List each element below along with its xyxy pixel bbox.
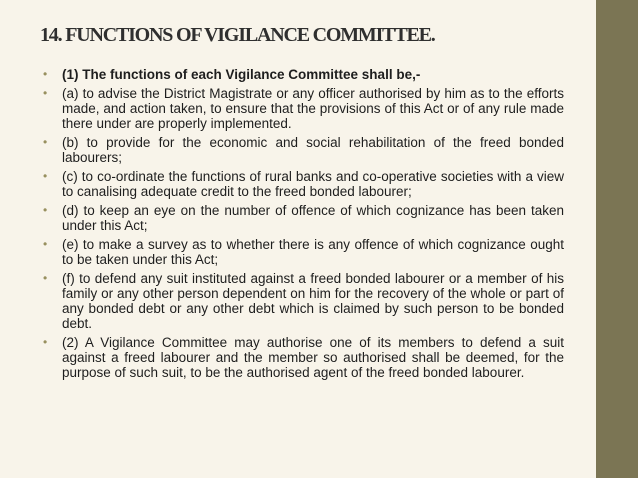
bullet-item: [40, 135, 564, 165]
bullet-item: [40, 237, 564, 267]
bullet-text: (c) to co-ordinate the functions of rural banks and co-operative societies with a view to canalising adequate credit to the freed bonded labourer;: [62, 169, 564, 199]
side-accent-bar: [596, 0, 638, 478]
bullet-icon: •: [43, 335, 48, 349]
bullet-list: [40, 67, 564, 384]
bullet-item: [40, 67, 564, 82]
bullet-icon: •: [43, 203, 48, 217]
bullet-text: (2) A Vigilance Committee may authorise one of its members to defend a suit against a freed labourer and the member so authorised shall be deemed, for the purpose of such suit, to be the authorised agent of the freed bonded labourer.: [62, 335, 564, 380]
bullet-item: [40, 169, 564, 199]
bullet-item: [40, 335, 564, 380]
bullet-icon: •: [43, 135, 48, 149]
bullet-icon: •: [43, 86, 48, 100]
bullet-icon: •: [43, 271, 48, 285]
bullet-item: [40, 203, 564, 233]
slide-title: 14. FUNCTIONS OF VIGILANCE COMMITTEE.: [40, 24, 435, 46]
bullet-text: (b) to provide for the economic and social rehabilitation of the freed bonded labourers;: [62, 135, 564, 165]
bullet-text: (f) to defend any suit instituted against a freed bonded labourer or a member of his family or any other person dependent on him for the recovery of the whole or part of any bonded debt or any other debt which is claimed by such person to be bonded debt.: [62, 271, 564, 331]
bullet-icon: •: [43, 169, 48, 183]
bullet-icon: •: [43, 67, 48, 81]
bullet-text: (1) The functions of each Vigilance Committee shall be,-: [62, 67, 421, 82]
bullet-text: (d) to keep an eye on the number of offence of which cognizance has been taken under this Act;: [62, 203, 564, 233]
bullet-text: (e) to make a survey as to whether there is any offence of which cognizance ought to be taken under this Act;: [62, 237, 564, 267]
bullet-item: [40, 86, 564, 131]
bullet-icon: •: [43, 237, 48, 251]
bullet-text: (a) to advise the District Magistrate or any officer authorised by him as to the efforts made, and action taken, to ensure that the provisions of this Act or of any rule made there under are properly implemented.: [62, 86, 564, 131]
bullet-item: [40, 271, 564, 331]
